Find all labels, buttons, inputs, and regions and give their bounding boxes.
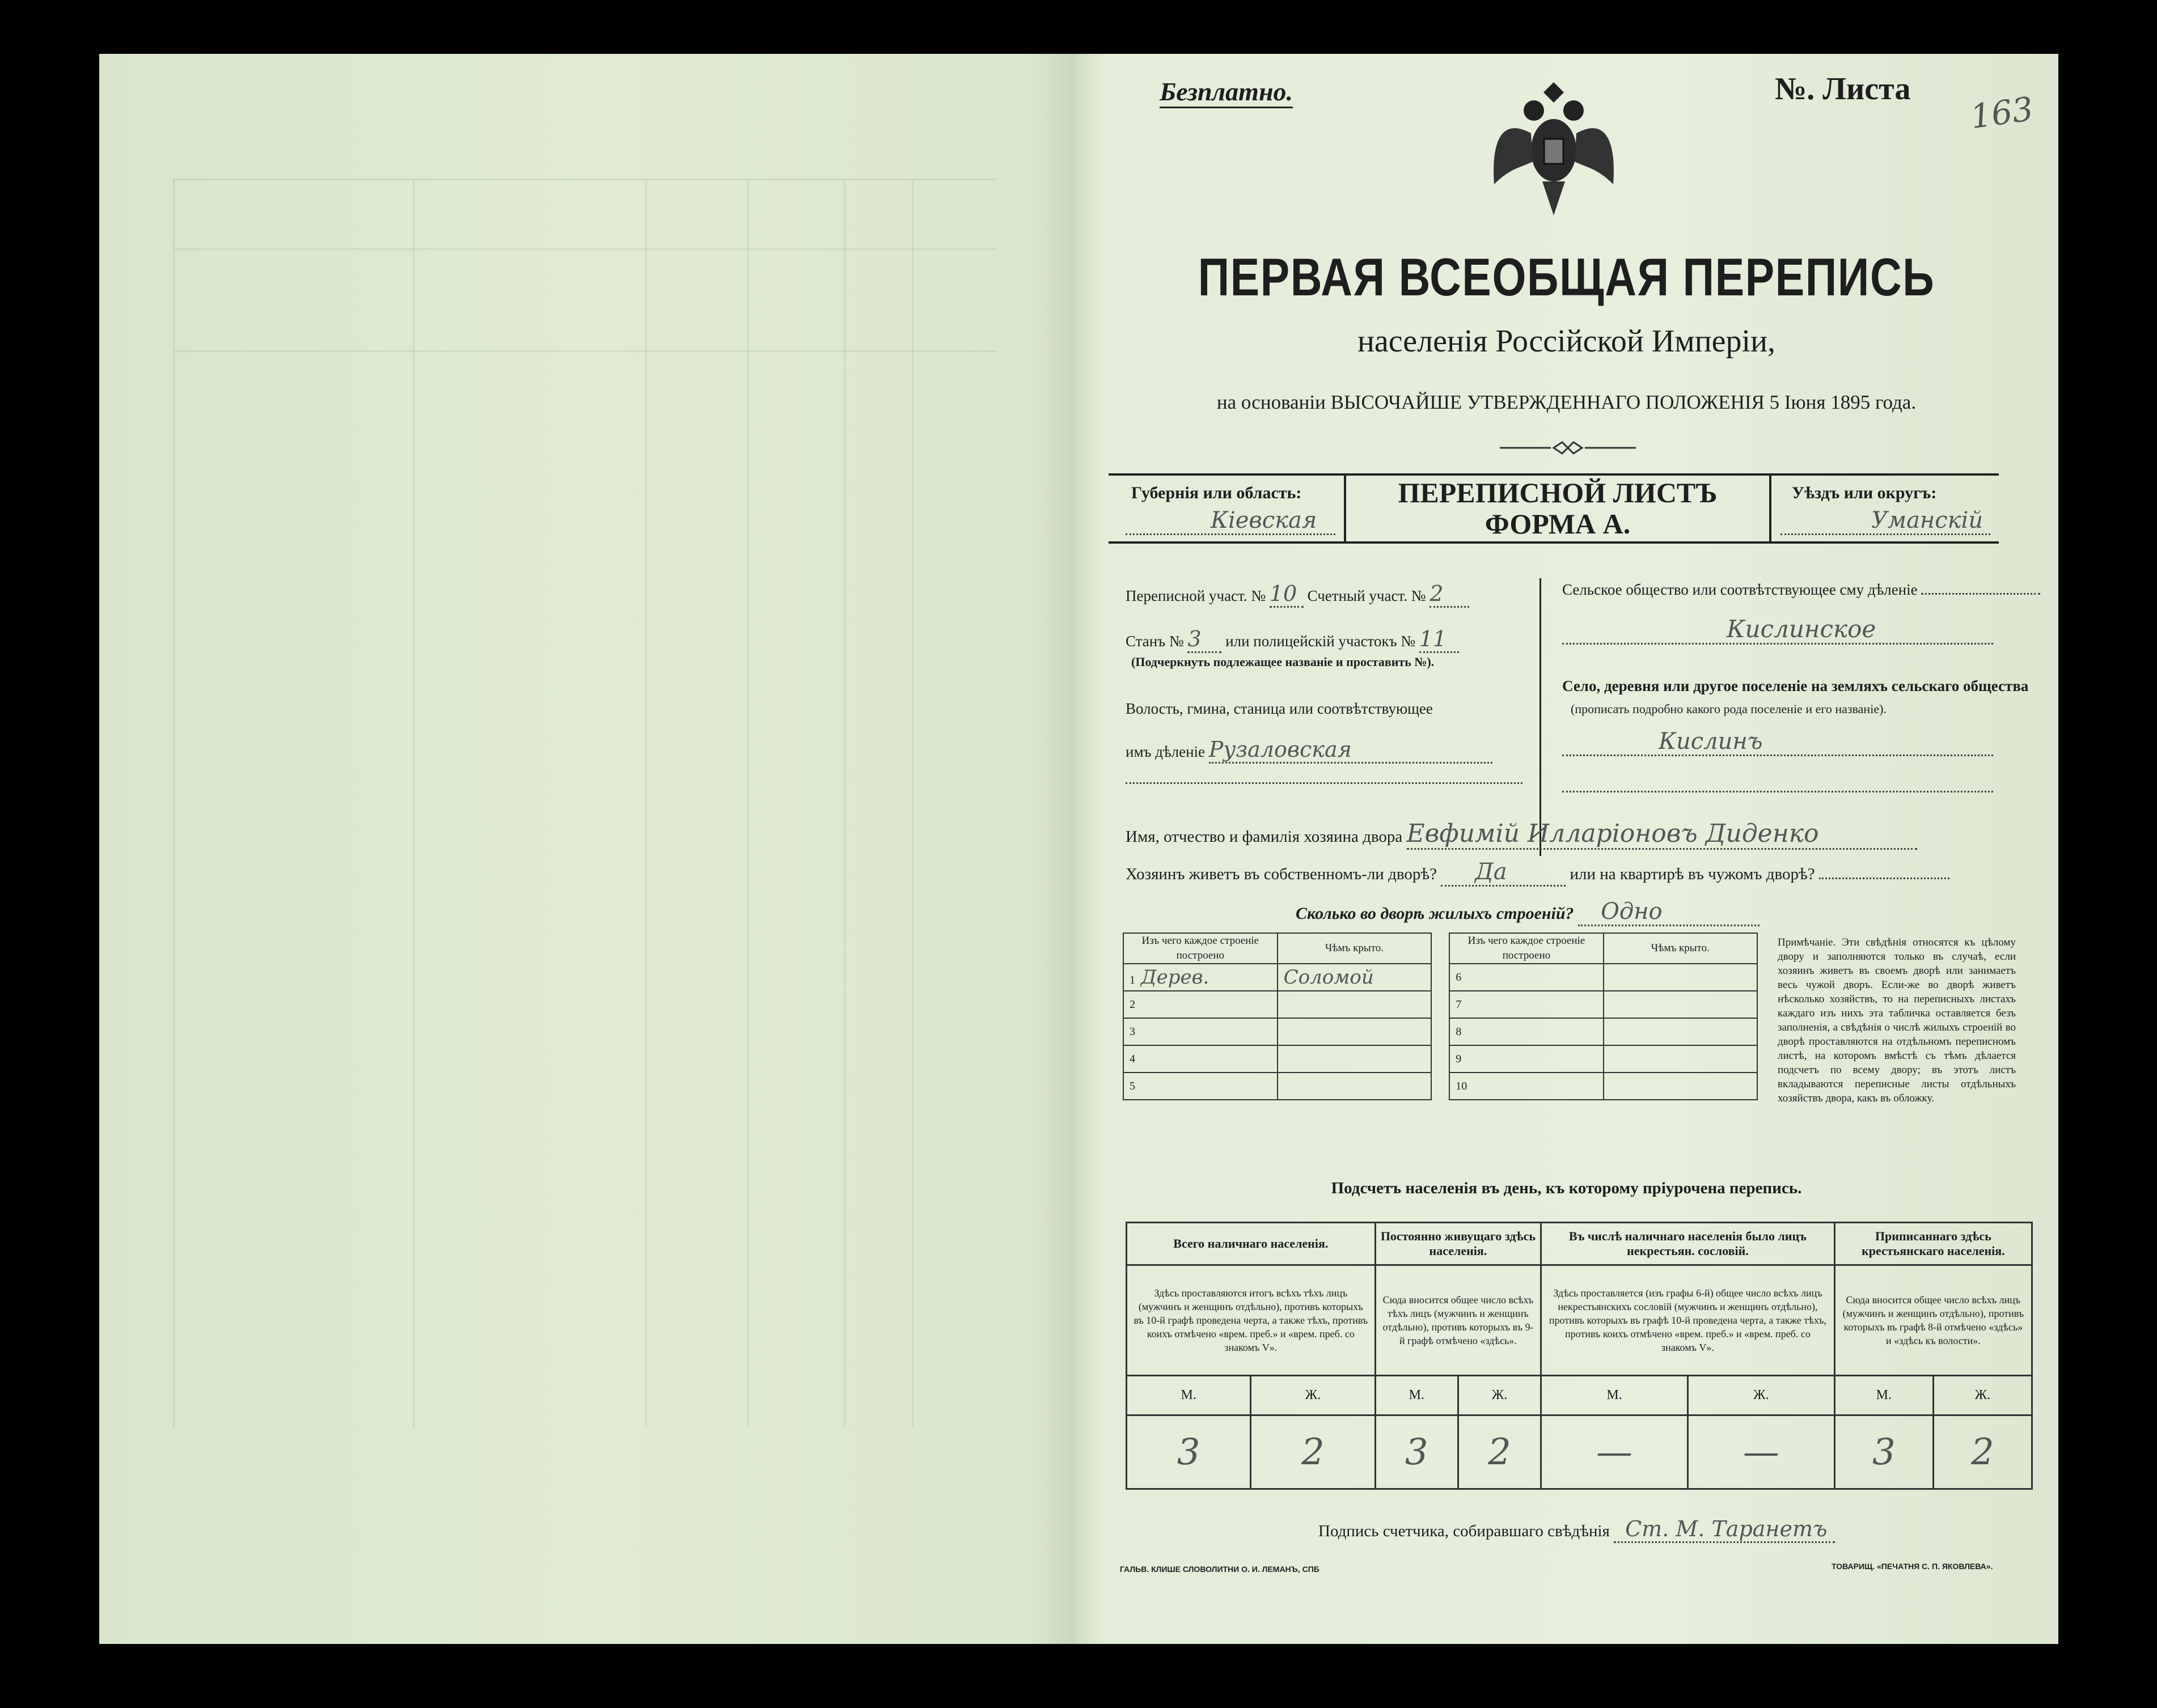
volost-value: Рузаловская [1209,737,1492,764]
material-value: Дерев. [1141,966,1209,989]
village-society-label: Сельское общество или соотвѣтствующее сму дѣленіе [1562,581,1918,598]
police-label: или полицейскій участокъ № [1225,633,1416,650]
printer-right: ТОВАРИЩ. «ПЕЧАТНЯ С. П. ЯКОВЛЕВА». [1832,1562,1993,1571]
col-roof-left: Чѣмъ крыто. [1278,933,1432,964]
non-peasant-male-value: — [1541,1415,1688,1489]
form-legal-basis: на основаніи ВЫСОЧАЙШЕ УТВЕРЖДЕННАГО ПОЛОЖЕНІЯ 5 Іюня 1895 года. [1216,391,1917,413]
village-value: Кислинъ [1562,728,1993,756]
permanent-male-value: 3 [1375,1415,1458,1489]
f-label: Ж. [1687,1376,1834,1415]
sheet-number-label: №. Листа [1775,71,1911,107]
permanent-female-value: 2 [1458,1415,1541,1489]
province-value: Кіевская [1126,507,1335,535]
table-row: 2 7 [1123,991,1757,1018]
double-headed-eagle-emblem [1488,71,1619,230]
buildings-value: Одно [1578,898,1760,926]
underline-note: (Подчеркнуть подлежащее названіе и проставить №). [1131,655,1435,669]
stan-value: 3 [1187,626,1221,653]
summary-desc-4: Сюда вносится общее число всѣхъ лицъ (мужчинъ и женщинъ отдѣльно), противъ которыхъ въ графѣ 8-й отмѣчено «здѣсь» и «здѣсь къ волости». [1834,1265,2032,1376]
m-label: М. [1541,1376,1688,1415]
census-section-label: Переписной участ. № [1126,587,1266,604]
total-male-value: 3 [1127,1415,1251,1489]
owner-value: Евфимій Илларіоновъ Диденко [1407,819,1917,850]
ornament-divider [1500,439,1636,456]
non-peasant-female-value: — [1687,1415,1834,1489]
buildings-row [1296,898,1760,926]
form-main-title: ПЕРВАЯ ВСЕОБЩАЯ ПЕРЕПИСЬ [1198,247,1935,307]
province-label: Губернія или область: [1131,484,1302,502]
owner-row [1126,819,1917,850]
m-label: М. [1127,1376,1251,1415]
census-section-row [1126,581,1469,608]
village-society-value: Кислинское [1562,615,1993,645]
buildings-label: Сколько во дворѣ жилыхъ строеній? [1296,904,1574,923]
f-label: Ж. [1458,1376,1541,1415]
population-summary-table [1126,1222,2033,1490]
f-label: Ж. [1251,1376,1375,1415]
owner-label: Имя, отчество и фамилія хозяина двора [1126,828,1403,846]
summary-head-1: Всего наличнаго населенія. [1127,1223,1376,1265]
village-society-row [1562,581,2040,599]
summary-title: Подсчетъ населенія въ день, къ которому пріурочена перепись. [1331,1179,1802,1197]
village-label: Село, деревня или другое поселеніе на земляхъ сельскаго общества [1562,677,2029,694]
table-row: 4 9 [1123,1045,1757,1073]
col-roof-right: Чѣмъ крыто. [1604,933,1757,964]
form-subtitle: населенія Россійской Имперіи, [1357,324,1776,359]
table-row: 3 8 [1123,1018,1757,1045]
summary-desc-2: Сюда вносится общее число всѣхъ тѣхъ лицъ (мужчинъ и женщинъ отдѣльно), противъ которыхъ въ 9-й графѣ отмѣчено «здѣсь». [1375,1265,1541,1376]
summary-head-2: Постоянно живущаго здѣсь населенія. [1375,1223,1541,1265]
census-form-page [1075,54,2058,1644]
district-value: Уманскій [1780,507,1990,535]
count-section-value: 2 [1429,581,1469,608]
printer-left: ГАЛЬВ. КЛИШЕ СЛОВОЛИТНИ О. И. ЛЕМАНЪ, СПБ [1120,1565,1319,1574]
village-extra-line [1562,791,1993,792]
table-row: 1 Дерев. Соломой 6 [1123,964,1757,991]
volost-label: Волость, гмина, станица или соотвѣтствующее [1126,700,1433,717]
signature-label: Подпись счетчика, собиравшаго свѣдѣнія [1318,1522,1610,1540]
summary-head-4: Приписаннаго здѣсь крестьянскаго населенія. [1834,1223,2032,1265]
summary-head-3: Въ числѣ наличнаго населенія было лицъ некрестьян. сословій. [1541,1223,1835,1265]
own-yard-value: Да [1441,859,1566,887]
count-section-label: Счетный участ. № [1307,587,1426,604]
left-page-blank [99,54,1077,1644]
summary-desc-3: Здѣсь проставляется (изъ графы 6-й) общее число всѣхъ лицъ некрестьянскихъ сословій (мужчинъ и женщинъ отдѣльно), противъ которыхъ въ графѣ 10-й проведена черта, а также тѣхъ, противъ коихъ отмѣчено «врем. преб.» и «врем. преб. со знакомъ V». [1541,1265,1835,1376]
census-sheet-title: ПЕРЕПИСНОЙ ЛИСТЪ [1398,477,1718,508]
rented-label: или на квартирѣ въ чужомъ дворѣ? [1570,865,1815,883]
col-material-right: Изъ чего каждое строеніе построено [1449,933,1603,964]
roof-value: Соломой [1283,966,1374,989]
volost-extra-line [1126,782,1522,784]
total-female-value: 2 [1251,1415,1375,1489]
f-label: Ж. [1933,1376,2032,1415]
stan-label: Станъ № [1126,633,1184,650]
own-yard-row [1126,859,1949,887]
registered-female-value: 2 [1933,1415,2032,1489]
census-section-value: 10 [1270,581,1304,608]
district-label: Уѣздъ или округъ: [1792,484,1937,502]
village-note: (прописать подробно какого рода поселеніе и его названіе). [1571,702,1887,716]
form-a-label: ФОРМА А. [1484,508,1631,540]
registered-male-value: 3 [1834,1415,1933,1489]
volost-label-cont: имъ дѣленіе [1126,743,1206,760]
table-row: 5 10 [1123,1073,1757,1100]
volost-row [1126,737,1492,764]
m-label: М. [1375,1376,1458,1415]
sheet-number-value: 163 [1968,89,2036,137]
stan-row [1126,626,1459,653]
m-label: М. [1834,1376,1933,1415]
col-material-left: Изъ чего каждое строеніе построено [1123,933,1278,964]
signature-row [1318,1516,1835,1543]
own-yard-label: Хозяинъ живетъ въ собственномъ-ли дворѣ? [1126,865,1437,883]
free-label: Безплатно. [1160,77,1293,108]
signature-value: Ст. М. Таранетъ [1614,1516,1835,1543]
summary-desc-1: Здѣсь проставляются итогъ всѣхъ тѣхъ лицъ (мужчинъ и женщинъ отдѣльно), противъ которыхъ въ 10-й графѣ проведена черта, а также тѣхъ, противъ коихъ отмѣчено «врем. преб.» и «врем. преб. со знакомъ V». [1127,1265,1376,1376]
buildings-note: Примѣчаніе. Эти свѣдѣнія относятся къ цѣлому двору и заполняются только въ случаѣ, если хозяинъ живетъ въ своемъ дворѣ или занимаетъ весь чужой дворъ. Если-же во дворѣ живетъ нѣсколько хозяйствъ, то на переписныхъ листахъ каждаго изъ нихъ эта табличка оставляется безъ заполненія, а свѣдѣнія о числѣ жилыхъ строеній во дворѣ проставляются на отдѣльномъ переписномъ листѣ, на которомъ вмѣстѣ съ тѣмъ дѣлается подсчетъ по всему двору; въ этотъ листъ вкладываются переписные листы отдѣльныхъ хозяйствъ двора, какъ въ обложку. [1778,936,2016,1104]
police-value: 11 [1419,626,1459,653]
bleed-through-grid [173,179,997,1427]
buildings-table [1123,933,1758,1100]
